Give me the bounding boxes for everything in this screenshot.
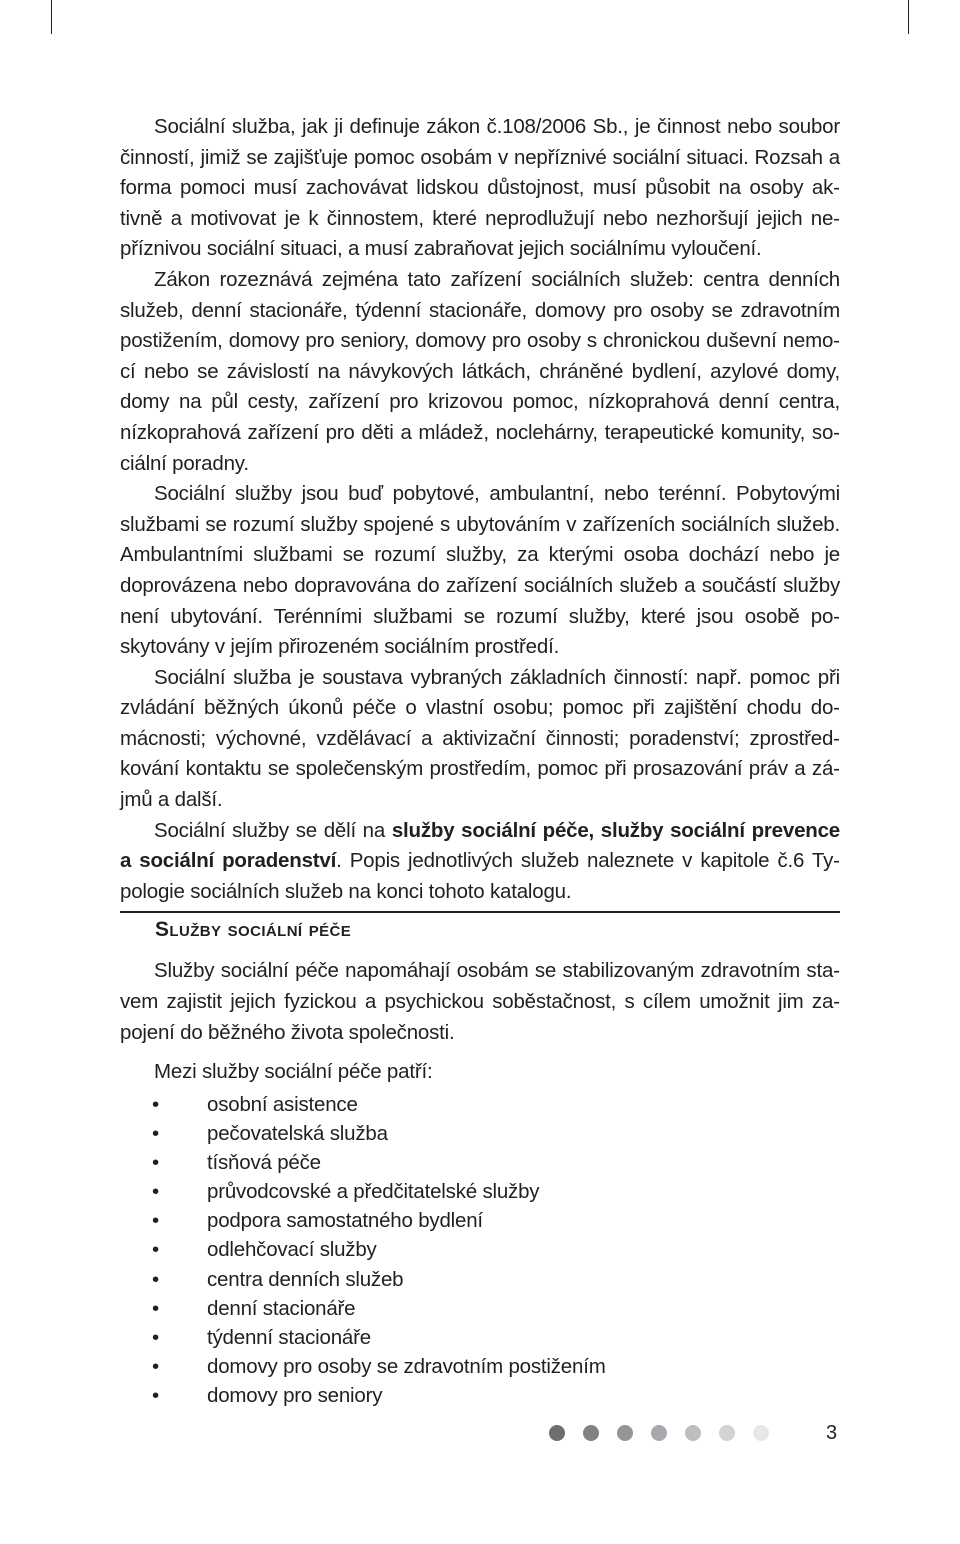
page-number: 3 — [826, 1422, 838, 1444]
list-item — [120, 1294, 606, 1323]
bullet-icon: • — [152, 1209, 159, 1233]
list-item-label: podpora samostatného bydlení — [207, 1209, 483, 1233]
page-dot — [753, 1425, 769, 1441]
paragraph-text: Sociální služby jsou buď pobytové, ambulantní, nebo terénní. Pobytovými službami se rozumí služby spojené s ubytováním v zařízeních sociálních služeb. Ambulantními službami se rozumí služby, za kterými osoba dochází nebo je doprovázena nebo dopravována do zařízení sociálních služeb a součástí služby není ubytování. Terénními službami se rozumí služby, které jsou osobě poskytovány v jejím přirozeném sociálním prostředí. — [120, 482, 840, 659]
page-dot — [719, 1425, 735, 1441]
list-item-label: domovy pro seniory — [207, 1383, 383, 1407]
list-item — [120, 1090, 606, 1119]
paragraph-text: Zákon rozeznává zejména tato zařízení sociálních služeb: centra denních služeb, denní stacionáře, týdenní stacionáře, domovy pro osoby se zdravotním postižením, domovy pro seniory, domovy pro osoby s chronickou duševní nemocí nebo se závislostí na návykových látkách, chráněné bydlení, azylové domy, domy na půl cesty, zařízení pro krizovou pomoc, nízkoprahová denní centra, nízkoprahová zařízení pro děti a mládež, noclehárny, terapeutické komunity, sociální poradny. — [120, 267, 840, 475]
list-item — [120, 1352, 606, 1381]
paragraph-text: Sociální služba, jak ji definuje zákon č.108/2006 Sb., je činnost nebo soubor činností, jimiž se zajišťuje pomoc osobám v nepříznivé sociální situaci. Rozsah a forma pomoci musí zachovávat lidskou důstojnost, musí působit na osoby aktivně a motivovat je k činnostem, které neprodlužují nebo nezhoršují jejich nepříznivou sociální situaci, a musí zabraňovat jejich sociálnímu vyloučení. — [120, 115, 840, 261]
paragraph-text: . Popis jednotlivých služeb naleznete v kapitole č.6 Typologie sociálních služeb na konci tohoto katalogu. — [120, 849, 840, 903]
section-divider — [120, 911, 840, 913]
list-item-label: denní stacionáře — [207, 1296, 356, 1320]
list-item — [120, 1235, 606, 1264]
bullet-icon: • — [152, 1354, 159, 1378]
paragraph-1 — [120, 112, 840, 265]
list-item-label: osobní asistence — [207, 1093, 358, 1116]
bullet-icon: • — [152, 1180, 159, 1204]
section-paragraph: Služby sociální péče napomáhají osobám se stabilizovaným zdravotním stavem zajistit jejich fyzickou a psychickou soběstačnost, s cílem umožnit jim zapojení do běžného života společnosti. — [120, 959, 840, 1044]
list-item-label: průvodcovské a předčitatelské služby — [207, 1180, 540, 1204]
paragraph-text: Sociální služby se dělí na — [154, 818, 392, 842]
list-item — [120, 1323, 606, 1352]
bullet-icon: • — [152, 1325, 159, 1349]
care-services-list — [120, 1090, 606, 1410]
bullet-icon: • — [152, 1267, 159, 1291]
list-item-label: pečovatelská služba — [207, 1122, 388, 1146]
paragraph-2 — [120, 265, 840, 479]
paragraph-bold-text: služby sociální péče, služby sociální prevence a sociální poradenství — [120, 818, 841, 873]
list-item — [120, 1148, 606, 1177]
bullet-icon: • — [152, 1122, 159, 1146]
bullet-icon: • — [152, 1383, 159, 1407]
bullet-icon: • — [152, 1238, 159, 1262]
list-item-label: odlehčovací služby — [207, 1238, 377, 1262]
bullet-icon: • — [152, 1296, 159, 1320]
crop-mark-top-right — [908, 0, 909, 34]
list-item — [120, 1119, 606, 1148]
list-item — [120, 1381, 606, 1410]
crop-mark-top-left — [51, 0, 52, 34]
list-item-label: domovy pro osoby se zdravotním postižením — [207, 1354, 606, 1378]
body-text — [120, 112, 840, 907]
list-item — [120, 1265, 606, 1294]
paragraph-4 — [120, 663, 840, 816]
section-body — [120, 955, 840, 1087]
list-item — [120, 1177, 606, 1206]
section-heading: Služby sociální péče — [155, 918, 352, 941]
list-item-label: týdenní stacionáře — [207, 1325, 371, 1349]
list-item-label: tísňová péče — [207, 1151, 321, 1175]
paragraph-5 — [120, 816, 840, 908]
paragraph-3 — [120, 479, 840, 663]
list-item-label: centra denních služeb — [207, 1267, 404, 1291]
page-dot — [617, 1425, 633, 1441]
bullet-icon: • — [152, 1151, 159, 1175]
page-dot — [685, 1425, 701, 1441]
page-dot — [651, 1425, 667, 1441]
bullet-icon: • — [152, 1093, 159, 1116]
page-dot — [549, 1425, 565, 1441]
page-dot — [583, 1425, 599, 1441]
paragraph-text: Sociální služba je soustava vybraných základních činností: např. pomoc při zvládání běžných úkonů péče o vlastní osobu; pomoc při zajištění chodu domácnosti; výchovné, vzdělávací a aktivizační činnosti; poradenství; zprostředkování kontaktu se společenským prostředím, pomoc při prosazování práv a zájmů a další. — [120, 665, 840, 812]
list-intro: Mezi služby sociální péče patří: — [154, 1060, 433, 1083]
list-item — [120, 1206, 606, 1235]
